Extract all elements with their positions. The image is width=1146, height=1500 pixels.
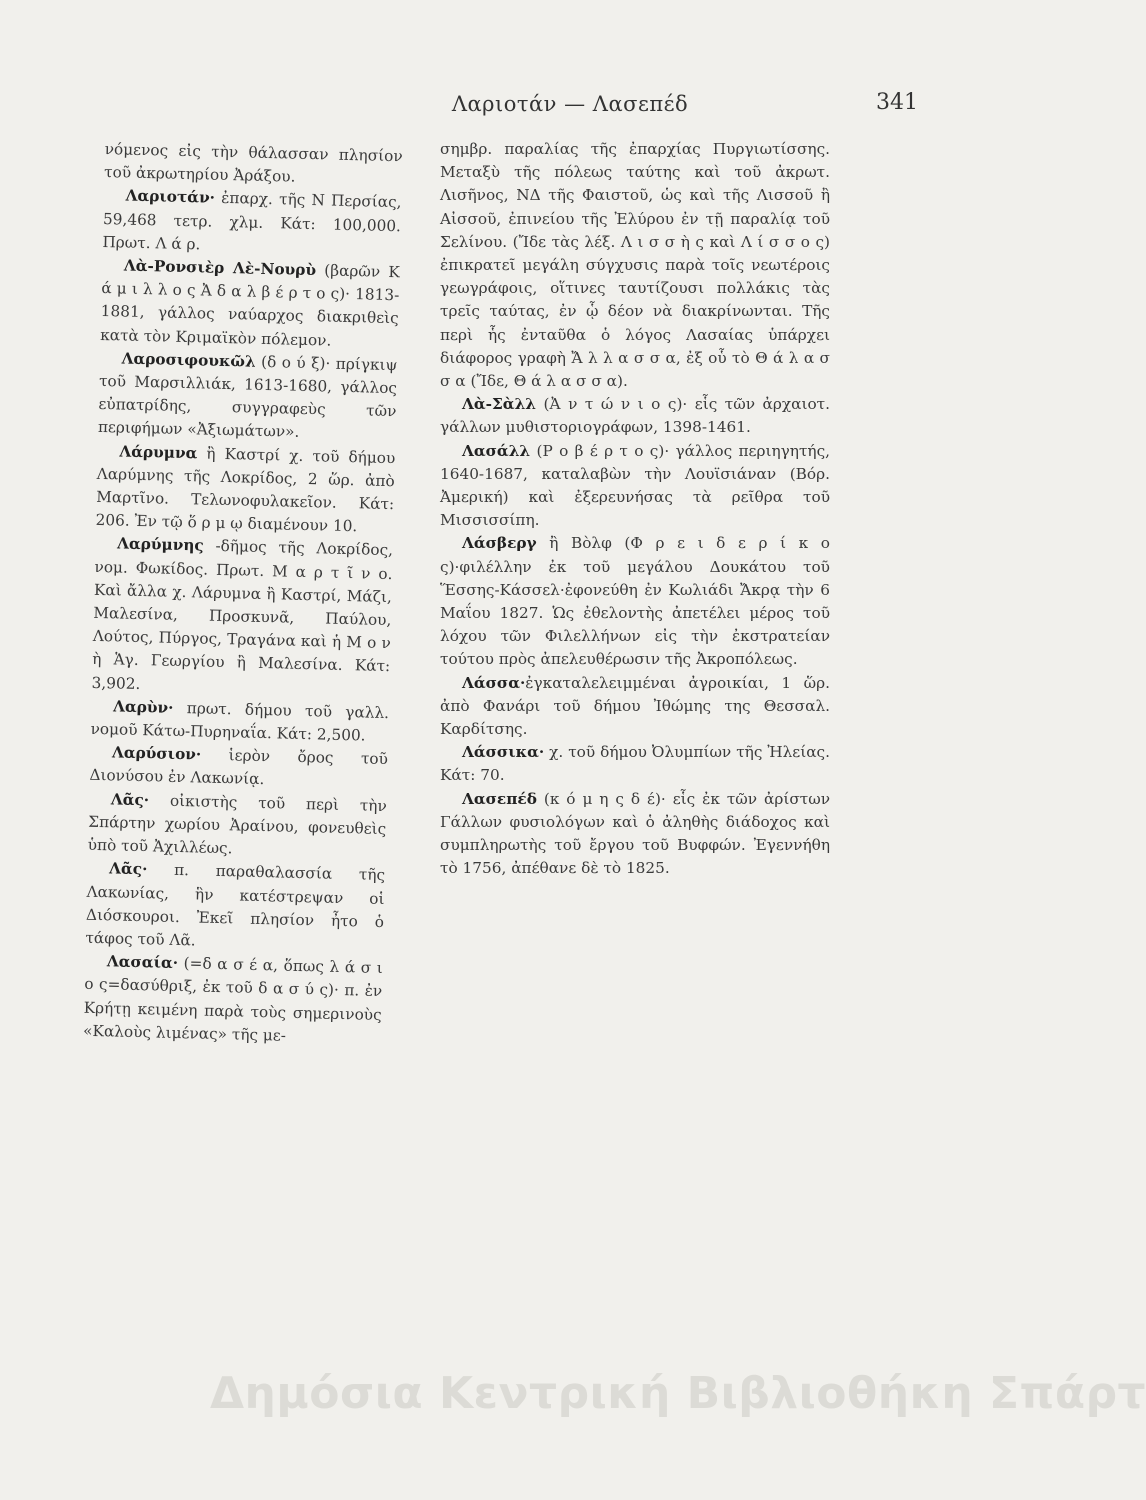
entry-headword: Λασεπέδ [462,789,537,808]
dictionary-entry [440,138,830,393]
dictionary-entry [91,532,393,702]
entry-text: -δῆμος τῆς Λοκρίδος, νομ. Φωκίδος. Πρωτ. Μ α ρ τ ῖ ν ο. Καὶ ἄλλα χ. Λάρυμνα ἢ Καστρί, Μάζι, Μαλεσίνα, Προσκυνᾶ, Παύλου, Λούτος, Πύργος, Τραγάνα καὶ ἡ Μ ο ν ὴ Ἁγ. Γεωργίου ἢ Μαλεσίνα. Κάτ: 3,902. [91,536,394,693]
dictionary-entry [95,440,395,540]
entry-headword: Λαρὺν· [112,697,174,717]
dictionary-entry [89,741,388,795]
entry-text: (βαρῶν Κ ά μ ι λ λ ο ς Ἀ δ α λ β έ ρ τ ο ς)· 1813-1881, γάλλος ναύαρχος διακριθεὶς κατὰ τὸν Κριμαϊκὸν πόλεμον. [99,261,401,350]
right-column [440,138,830,881]
entry-text: χ. τοῦ δήμου Ὀλυμπίων τῆς Ἠλείας. Κάτ: 70. [440,743,830,785]
library-watermark: Δημόσια Κεντρική Βιβλιοθήκη Σπάρτ [210,1368,1146,1419]
entry-headword: Λαρύμνης [116,534,204,555]
dictionary-entry [85,857,385,957]
entry-text: (Ρ ο β έ ρ τ ο ς)· γάλλος περιηγητής, 1640-1687, καταλαβὼν τὴν Λουϊσιάναν (Βόρ. Ἀμερική) καὶ ἐξερευνήσας τὰ ρεῖθρα τοῦ Μισσισσίπη. [440,441,830,530]
entry-text: π. παραθαλασσία τῆς Λακωνίας, ἣν κατέστρεψαν οἱ Διόσκουροι. Ἐκεῖ πλησίον ἦτο ὁ τάφος τοῦ Λᾶ. [85,860,386,950]
entry-headword: Λᾶς· [110,790,150,809]
entry-text: ἢ Καστρί χ. τοῦ δήμου Λαρύμνης τῆς Λοκρίδος, 2 ὥρ. ἀπὸ Μαρτῖνο. Τελωνοφυλακεῖον. Κάτ: 206. Ἐν τῷ ὅ ρ μ ῳ διαμένουν 10. [95,443,396,536]
entry-headword: Λάσσικα· [462,743,545,762]
dictionary-entry [98,347,398,447]
dictionary-entry [440,393,830,439]
entry-text: (δ ο ύ ξ)· πρίγκιψ τοῦ Μαρσιλλιάκ, 1613-1680, γάλλος εὐπατρίδης, συγγραφεὺς τῶν περιφήμων «Ἀξιωμάτων». [97,352,398,442]
entry-text: (=δ α σ έ α, ὅπως λ ά σ ι ο ς=δασύθριξ, ἐκ τοῦ δ α σ ύ ς)· π. ἐν Κρήτῃ κειμένη παρὰ τοὺς σημερινοὺς «Καλοὺς λιμένας» τῆς με- [82,954,384,1045]
entry-headword: Λὰ-Ρονσιὲρ Λὲ-Νουρὺ [123,256,317,280]
entry-headword: Λαριοτάν· [125,186,216,208]
dictionary-entry [440,672,830,742]
running-head: Λαριοτάν — Λασεπέδ [451,92,689,116]
entry-headword: Λάρυμνα [119,442,198,462]
dictionary-entry [100,254,400,354]
entry-text: σημβρ. παραλίας τῆς ἐπαρχίας Πυργιωτίσσης. Μεταξὺ τῆς πόλεως ταύτης καὶ τοῦ ἀκρωτ. Λισῆνος, ΝΔ τῆς Φαιστοῦ, ὡς καὶ τῆς Λισσοῦ ἢ Αἰσσοῦ, ἐπινείου τῆς Ἐλύρου ἐν τῇ παραλίᾳ τοῦ Σελίνου. (Ἴδε τὰς λέξ. Λ ι σ σ ὴ ς καὶ Λ ί σ σ ο ς) ἐπικρατεῖ μεγάλη σύγχυσις παρὰ τοῖς νεωτέροις γεωγράφοις, οἵτινες ταυτίζουσι πολλάκις τὰς τρεῖς ταύτας, ἐν ᾧ δέον νὰ διακρίνωνται. Τῆς περὶ ἧς ἐνταῦθα ὁ λόγος Λασαίας ὑπάρχει διάφορος γραφὴ Ἄ λ λ α σ σ α, ἐξ οὗ τὸ Θ ά λ α σ σ α (Ἴδε, Θ ά λ α σ σ α). [440,140,830,391]
entry-headword: Λὰ-Σὰλλ [462,395,537,414]
entry-headword: Λάσσα· [462,673,526,692]
dictionary-entry [440,741,830,787]
left-column [83,138,403,1050]
entry-headword: Λαρύσιον· [111,743,202,764]
dictionary-entry [90,695,389,749]
dictionary-entry [440,788,830,881]
dictionary-entry [104,138,403,192]
entry-headword: Λαροσιφουκῶλ [121,349,256,371]
entry-text: (κ ό μ η ς δ έ)· εἷς ἐκ τῶν ἀρίστων Γάλλων φυσιολόγων καὶ ὁ ἀληθὴς διάδοχος καὶ συμπληρωτὴς τοῦ ἔργου τοῦ Βυφφών. Ἐγεννήθη τὸ 1756, ἀπέθανε δὲ τὸ 1825. [440,789,830,878]
entry-headword: Λασάλλ [462,441,531,460]
entry-text: ἱερὸν ὄρος τοῦ Διονύσου ἐν Λακωνίᾳ. [89,745,389,789]
entry-text: ἐγκαταλελειμμέναι ἀγροικίαι, 1 ὥρ. ἀπὸ Φανάρι τοῦ δήμου Ἰθώμης της Θεσσαλ. Καρδίτσης. [440,673,830,739]
dictionary-entry [102,184,402,261]
entry-text: νόμενος εἰς τὴν θάλασσαν πλησίον τοῦ ἀκρωτηρίου Ἀράξου. [103,139,403,186]
entry-headword: Λάσβεργ [462,534,537,553]
dictionary-entry [440,532,830,671]
entry-headword: Λασαία· [106,952,179,973]
entry-text: οἰκιστὴς τοῦ περὶ τὴν Σπάρτην χωρίου Ἀραίνου, φονευθεὶς ὑπὸ τοῦ Ἀχιλλέως. [87,790,387,858]
entry-text: (Ἀ ν τ ώ ν ι ο ς)· εἷς τῶν ἀρχαιοτ. γάλλων μυθιστοριογράφων, 1398-1461. [440,395,830,437]
dictionary-entry [440,440,830,533]
entry-text: πρωτ. δήμου τοῦ γαλλ. νομοῦ Κάτω-Πυρηναΐα. Κάτ: 2,500. [90,698,390,745]
page-number: 341 [876,90,918,115]
entry-headword: Λᾶς· [108,859,148,879]
dictionary-entry [83,950,383,1050]
entry-text: ἢ Βὸλφ (Φ ρ ε ι δ ε ρ ί κ ο ς)·φιλέλλην ἐκ τοῦ μεγάλου Δουκάτου τοῦ Ἕσσης-Κάσσελ·ἐφονεύθη ἐν Κωλιάδι Ἄκρᾳ τὴν 6 Μαΐου 1827. Ὡς ἐθελοντὴς ἀπετέλει μέρος τοῦ λόχου τῶν Φιλελλήνων εἰς τὴν ἐκστρατείαν τούτου πρὸς ἀπελευθέρωσιν τῆς Ἀκροπόλεως. [440,534,830,669]
dictionary-entry [87,787,387,864]
entry-text: ἐπαρχ. τῆς Ν Περσίας, 59,468 τετρ. χλμ. Κάτ: 100,000. Πρωτ. Λ ά ρ. [102,189,402,254]
